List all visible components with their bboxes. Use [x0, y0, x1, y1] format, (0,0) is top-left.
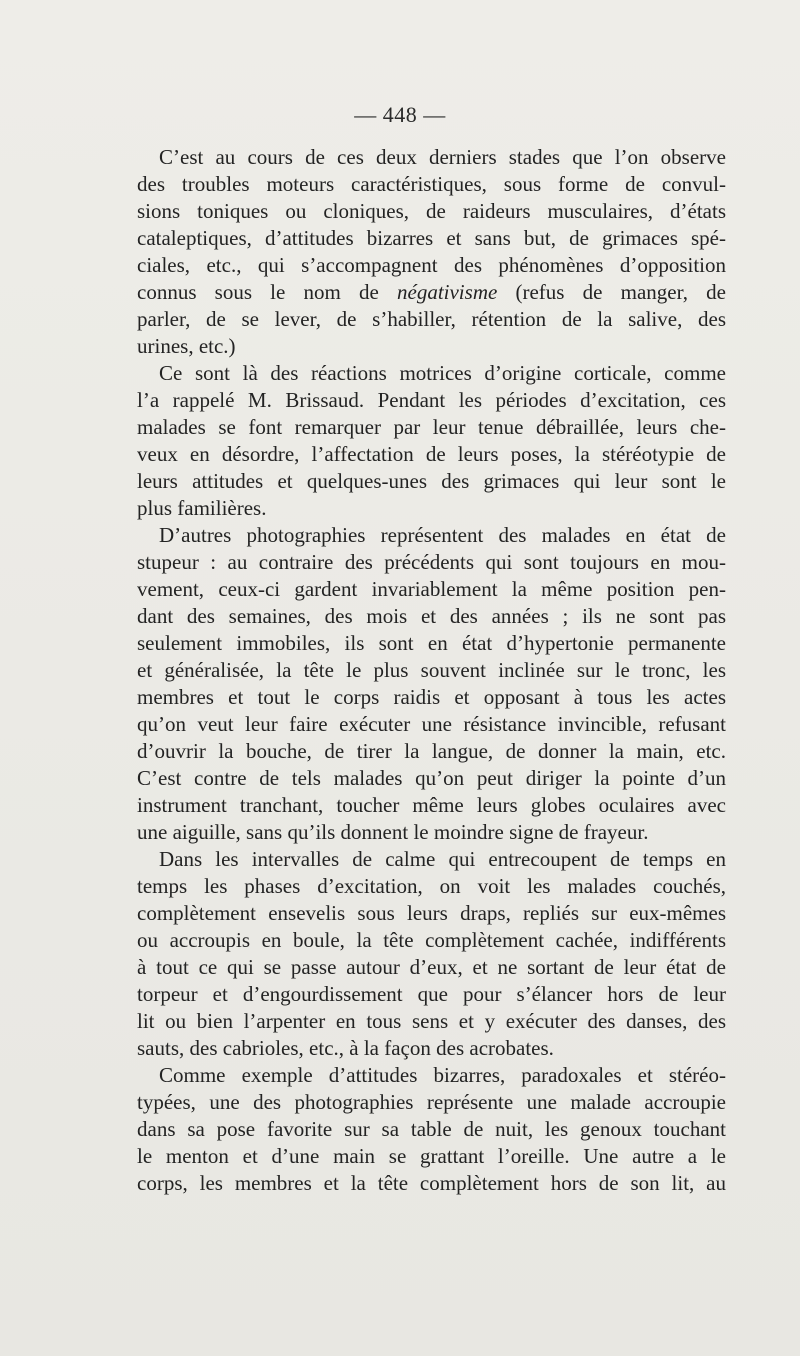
text-line: une aiguille, sans qu’ils donnent le moindre signe de frayeur. — [137, 820, 649, 844]
text-line: ciales, etc., qui s’accompagnent des phénomènes d’opposition — [137, 253, 726, 277]
text-line: malades se font remarquer par leur tenue débraillée, leurs che- — [137, 415, 726, 439]
text-line: membres et tout le corps raidis et opposant à tous les actes — [137, 685, 726, 709]
text-line: parler, de se lever, de s’habiller, rétention de la salive, des — [137, 307, 726, 331]
text-line: C’est contre de tels malades qu’on peut diriger la pointe d’un — [137, 766, 726, 790]
text-line: et généralisée, la tête le plus souvent inclinée sur le tronc, les — [137, 658, 726, 682]
text-line: d’ouvrir la bouche, de tirer la langue, de donner la main, etc. — [137, 739, 726, 763]
paragraph — [137, 522, 726, 846]
body-text — [137, 144, 726, 1197]
text-line: dant des semaines, des mois et des années ; ils ne sont pas — [137, 604, 726, 628]
text-line: temps les phases d’excitation, on voit les malades couchés, — [137, 874, 726, 898]
text-line: D’autres photographies représentent des malades en état de — [159, 523, 726, 547]
text-line: lit ou bien l’arpenter en tous sens et y exécuter des danses, des — [137, 1009, 726, 1033]
text-line: cataleptiques, d’attitudes bizarres et sans but, de grimaces spé- — [137, 226, 726, 250]
text-line: seulement immobiles, ils sont en état d’hypertonie permanente — [137, 631, 726, 655]
text-line: instrument tranchant, toucher même leurs globes oculaires avec — [137, 793, 726, 817]
text-line: sauts, des cabrioles, etc., à la façon des acrobates. — [137, 1036, 554, 1060]
text-line: le menton et d’une main se grattant l’oreille. Une autre a le — [137, 1144, 726, 1168]
text-line: connus sous le nom de négativisme (refus de manger, de — [137, 280, 726, 304]
text-line: leurs attitudes et quelques-unes des grimaces qui leur sont le — [137, 469, 726, 493]
text-line: C’est au cours de ces deux derniers stades que l’on observe — [159, 145, 726, 169]
paragraph — [137, 360, 726, 522]
text-line: veux en désordre, l’affectation de leurs poses, la stéréotypie de — [137, 442, 726, 466]
text-line: Dans les intervalles de calme qui entrecoupent de temps en — [159, 847, 726, 871]
text-line: vement, ceux-ci gardent invariablement la même position pen- — [137, 577, 726, 601]
text-line: ou accroupis en boule, la tête complètement cachée, indifférents — [137, 928, 726, 952]
text-line: corps, les membres et la tête complètement hors de son lit, au — [137, 1171, 726, 1195]
paragraph — [137, 144, 726, 360]
text-line: à tout ce qui se passe autour d’eux, et ne sortant de leur état de — [137, 955, 726, 979]
paragraph — [137, 846, 726, 1062]
text-line: urines, etc.) — [137, 334, 236, 358]
text-line: complètement ensevelis sous leurs draps, repliés sur eux-mêmes — [137, 901, 726, 925]
text-line: des troubles moteurs caractéristiques, sous forme de convul- — [137, 172, 726, 196]
text-line: typées, une des photographies représente une malade accroupie — [137, 1090, 726, 1114]
text-line: plus familières. — [137, 496, 267, 520]
text-line: qu’on veut leur faire exécuter une résistance invincible, refusant — [137, 712, 726, 736]
text-line: l’a rappelé M. Brissaud. Pendant les périodes d’excitation, ces — [137, 388, 726, 412]
text-line: Ce sont là des réactions motrices d’origine corticale, comme — [159, 361, 726, 385]
paragraph — [137, 1062, 726, 1197]
text-line: Comme exemple d’attitudes bizarres, paradoxales et stéréo- — [159, 1063, 726, 1087]
text-line: sions toniques ou cloniques, de raideurs musculaires, d’états — [137, 199, 726, 223]
page-number: — 448 — — [354, 102, 446, 127]
text-line: dans sa pose favorite sur sa table de nuit, les genoux touchant — [137, 1117, 726, 1141]
text-line: torpeur et d’engourdissement que pour s’élancer hors de leur — [137, 982, 726, 1006]
text-line: stupeur : au contraire des précédents qui sont toujours en mou- — [137, 550, 726, 574]
